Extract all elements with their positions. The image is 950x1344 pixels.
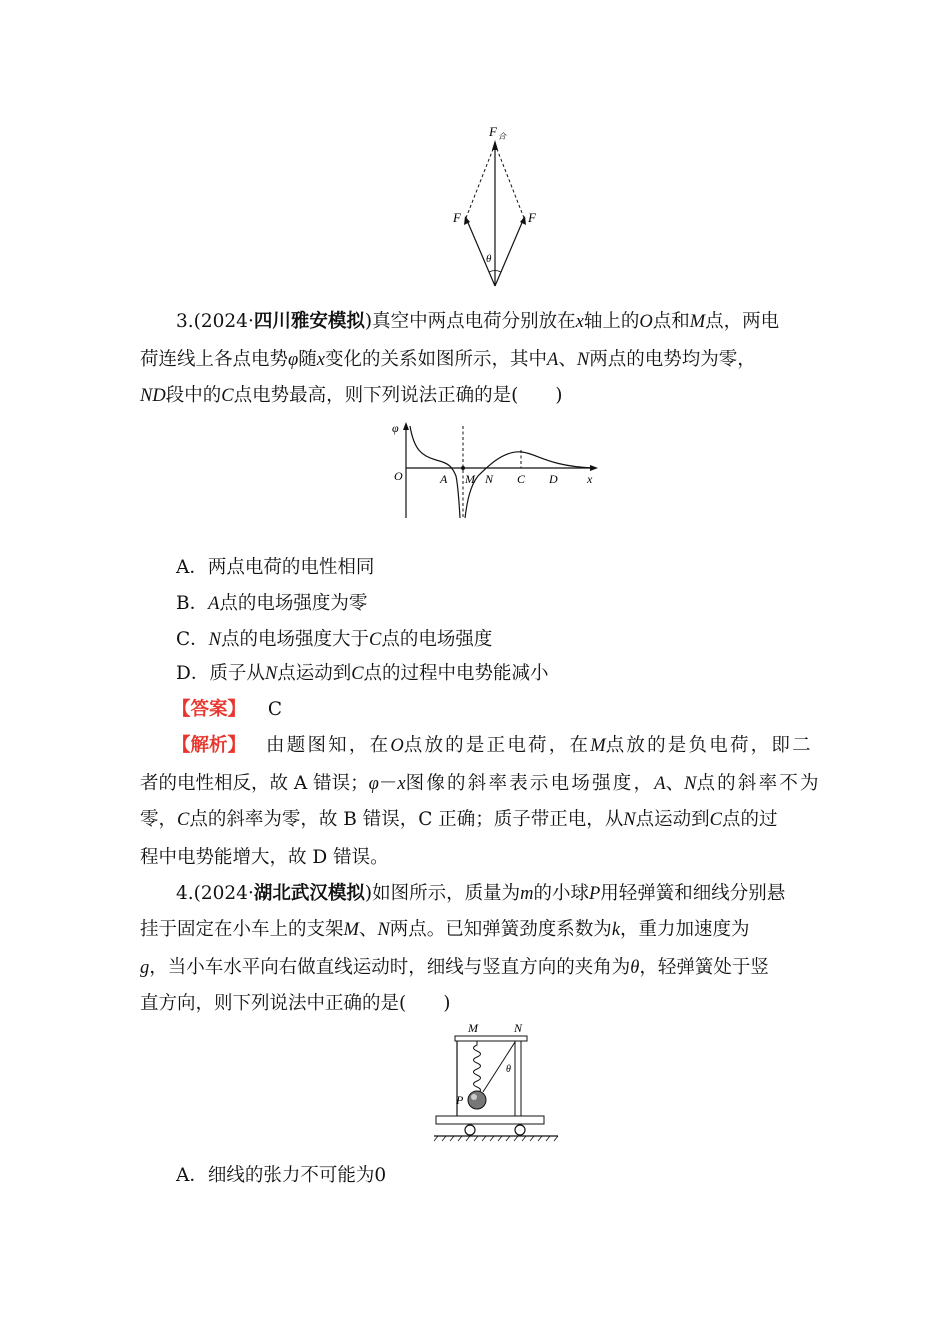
var-c: C [709,810,722,830]
q4-text: ，轻弹簧处于竖 [639,957,769,978]
label-c: C [517,472,526,486]
analysis-line-1 [172,734,822,758]
q3-option-c [176,628,492,652]
q4-text: 两点。已知弹簧劲度系数为 [389,919,612,940]
var-a: A [208,594,220,614]
var-m-mass: m [520,884,534,904]
var-n: N [377,920,390,940]
option-c-prefix: C． [176,629,209,650]
var-c: C [351,664,364,684]
label-theta: θ [506,1064,511,1075]
analysis-text: 点放的是负电荷，即二 [605,735,813,756]
q3-line-1 [176,310,856,334]
var-n: N [684,774,697,794]
var-a: A [547,350,559,370]
var-x: x [575,312,584,332]
q3-option-b [176,592,367,616]
option-b-prefix: B． [176,593,209,614]
q4-text: 用轻弹簧和细线分别悬 [600,883,786,904]
var-c: C [221,386,234,406]
option-c-text: 点的电场强度 [381,629,493,650]
analysis-text: 点的斜率不为 [696,773,821,794]
potential-graph [388,420,604,524]
q3-text: 轴上的 [583,311,640,332]
q3-text: 两点的电势均为零， [589,349,756,370]
var-n: N [576,350,590,370]
q3-text: 、 [558,349,577,370]
q3-source-close: ) [364,311,373,332]
var-m: M [343,920,359,940]
q4-source-open: (2024· [193,883,254,904]
label-p: P [456,1093,464,1107]
var-g: g [140,958,150,978]
q3-source-open: (2024· [193,311,254,332]
label-n: N [485,472,494,486]
q4-line-3 [140,956,820,980]
var-theta: θ [630,958,640,978]
label-f-resultant: F [489,124,497,139]
analysis-label: 【解析】 [172,735,247,756]
option-d-text: 点运动到 [277,663,352,684]
analysis-text: 由题图知，在 [266,735,391,756]
q3-text: 荷连线上各点电势 [140,349,289,370]
q4-line-4 [140,992,820,1016]
q3-text: 变化的关系如图所示，其中 [325,349,548,370]
q4-text: 的小球 [533,883,589,904]
var-n: N [208,630,221,650]
var-m: M [689,312,706,332]
q3-line-2 [140,348,820,372]
label-m: M [468,1021,478,1035]
var-c: C [369,630,382,650]
force-diagram [445,122,555,290]
q4-text: ，重力加速度为 [620,919,750,940]
q4-text: 、 [358,919,378,940]
q4-line-1 [176,882,856,906]
analysis-text: 、 [665,773,685,794]
label-a: A [440,472,448,486]
label-f-resultant-sub: 合 [498,132,506,141]
var-n: N [623,810,636,830]
answer-line [172,698,282,722]
label-d: D [549,472,558,486]
analysis-text: 图像的斜率表示电场强度， [405,773,655,794]
var-a: A [654,774,666,794]
option-b-text: 点的电场强度为零 [219,593,368,614]
var-k: k [611,920,621,940]
analysis-line-4 [140,846,820,870]
option-d-text: 点的过程中电势能减小 [363,663,549,684]
analysis-text: 点放的是正电荷，在 [403,735,591,756]
q3-text: 点电势最高，则下列说法正确的是( ) [233,385,563,406]
var-m: M [590,736,606,756]
analysis-text: 程中电势能增大，故 D 错误。 [140,847,389,868]
q3-text: 点，两电 [705,311,780,332]
q3-option-a [176,556,374,580]
var-n: N [264,664,278,684]
q4-source: 湖北武汉模拟 [253,883,365,904]
var-o: O [639,312,653,332]
analysis-line-3 [140,808,820,832]
var-x: x [316,350,325,370]
option-a-text: A．细线的张力不可能为0 [176,1165,387,1186]
label-phi: φ [392,421,399,435]
q3-text: 随 [298,349,317,370]
q4-option-a [176,1164,386,1188]
answer-value: C [267,699,283,720]
var-x: x [397,774,406,794]
answer-label: 【答案】 [172,699,247,720]
label-o: O [394,469,403,483]
q4-text: 直方向，则下列说法中正确的是( ) [140,993,451,1014]
label-x: x [587,472,593,486]
q4-line-2 [140,918,820,942]
q3-text: 点和 [652,311,690,332]
label-theta: θ [486,253,492,265]
var-nd: ND [140,386,166,406]
analysis-text: － [378,773,398,794]
label-f-left: F [453,210,461,225]
analysis-text: 点运动到 [635,809,710,830]
q3-option-d [176,662,549,686]
var-o: O [390,736,404,756]
var-p: P [588,884,601,904]
var-phi: φ [288,350,299,370]
analysis-line-2 [140,772,820,796]
analysis-text: 点的过 [721,809,778,830]
q3-number: 3. [176,311,194,332]
q4-number: 4. [176,883,194,904]
var-c: C [177,810,190,830]
analysis-text: 者的电性相反，故 A 错误； [140,773,369,794]
q4-text: ，当小车水平向右做直线运动时，细线与竖直方向的夹角为 [149,957,631,978]
analysis-text: 点的斜率为零，故 B 错误，C 正确；质子带正电，从 [189,809,624,830]
q3-line-3 [140,384,820,408]
q3-text: 段中的 [165,385,222,406]
var-phi: φ [368,774,379,794]
option-d-prefix: D．质子从 [176,663,265,684]
label-m: M [465,472,475,486]
analysis-text: 零， [140,809,178,830]
q3-text: 真空中两点电荷分别放在 [372,311,576,332]
cart-diagram [428,1020,564,1144]
option-a-text: A．两点电荷的电性相同 [176,557,375,578]
label-f-right: F [528,210,536,225]
label-n: N [514,1021,523,1035]
q4-source-close: ) [364,883,373,904]
q4-text: 挂于固定在小车上的支架 [140,919,344,940]
q4-text: 如图所示，质量为 [372,883,521,904]
q3-source: 四川雅安模拟 [253,311,365,332]
option-c-text: 点的电场强度大于 [221,629,370,650]
